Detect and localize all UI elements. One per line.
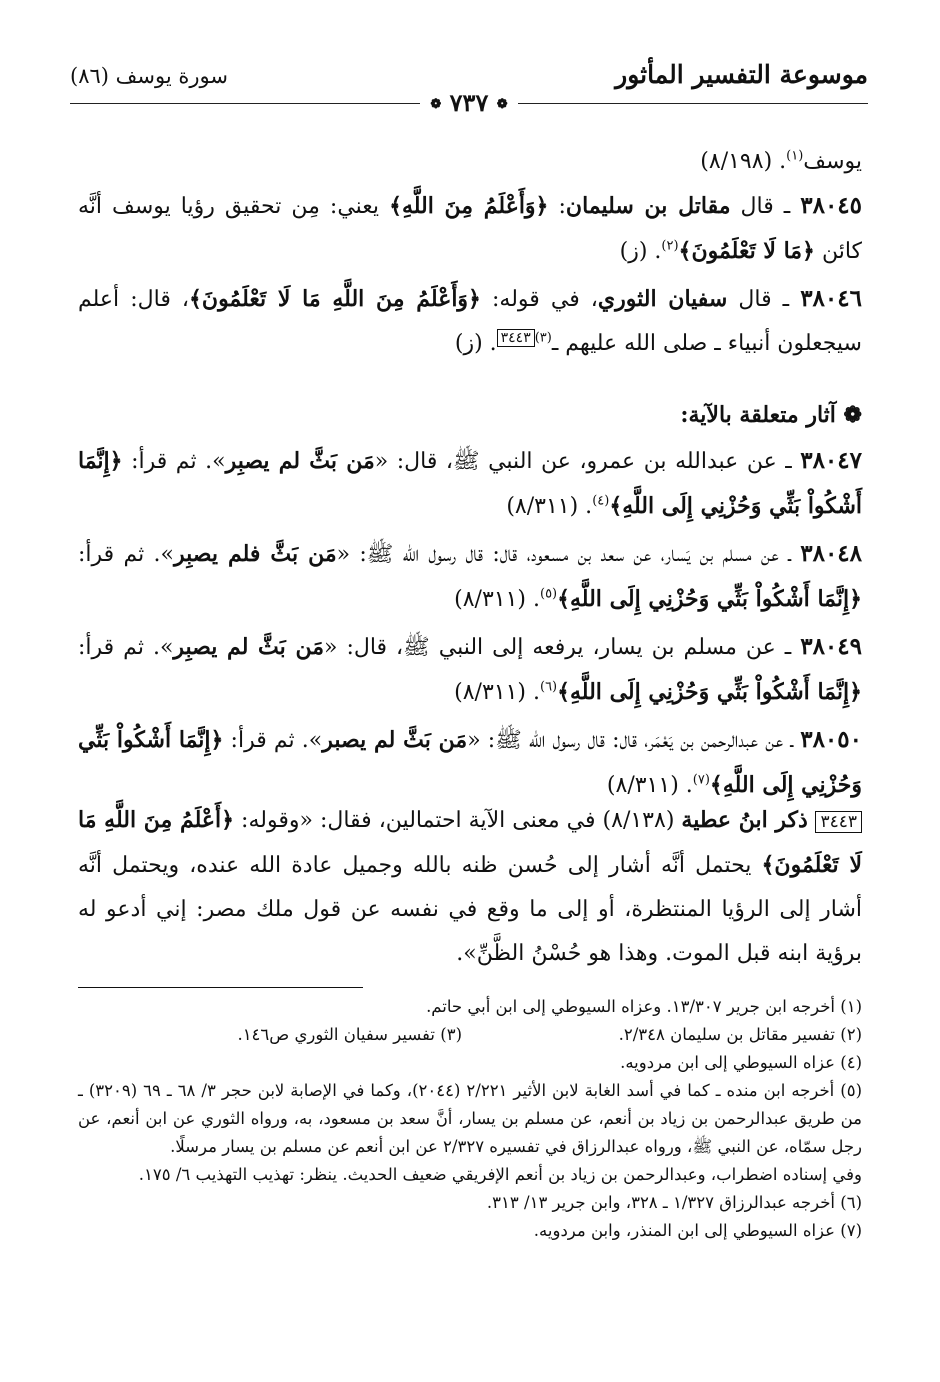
footnote: (٥) أخرجه ابن منده ـ كما في أسد الغابة لابن الأثير ٢/٢٢١ (٢٠٤٤)، وكما في الإصابة لابن حجر ٣/ ٦٨ ـ ٦٩ (٣٢٠٩) ـ من طريق عبدالرحمن بن زياد بن أنعم، عن مسلم بن يسار، أنَّ سعد بن مسعود، به، ورواه الثوري عن ابن أنعم، عن رجل سمّاه، عن النبي ﷺ، ورواه عبدالرزاق في تفسيره ٢/٣٢٧ عن ابن أنعم عن مسلم بن يسار مرسلًا. (78, 1081, 863, 1156)
entry-number: ٣٨٠٤٨ (800, 540, 863, 567)
athar-entry: ٣٨٠٤٦ ـ قال سفيان الثوري، في قوله: ﴿وَأَعْلَمُ مِنَ اللَّهِ مَا لَا تَعْلَمُونَ﴾، قال: أعلم سيجعلون أنبياء ـ صلى الله عليهم ـ$^{(٣)}$٣٤٤٣. (ز) (78, 285, 862, 356)
quran-quote: ﴿مَا لَا تَعْلَمُونَ﴾ (678, 238, 815, 264)
entry-number: ٣٨٠٤٧ (800, 447, 862, 474)
surah-name: سورة يوسف (٨٦) (70, 64, 228, 88)
footnote: (٤) عزاه السيوطي إلى ابن مردويه. (620, 1053, 862, 1072)
footnote: (٧) عزاه السيوطي إلى ابن المنذر، وابن مردويه. (533, 1221, 862, 1240)
quran-quote: ﴿إِنَّمَا أَشْكُواْ بَثِّي وَحُزْنِي إِلَى اللَّهِ﴾ (78, 727, 862, 798)
hadith-text: مَن بَثَّ لم يصبر (322, 727, 468, 753)
section-heading: ❁ آثار متعلقة بالآية: (680, 402, 862, 428)
footnote-ref: (٧) (692, 772, 710, 788)
quran-quote: ﴿وَأَعْلَمُ مِنَ اللَّهِ﴾ (389, 193, 549, 219)
footnote-separator (78, 987, 363, 988)
page-header (70, 56, 868, 116)
quran-quote: ﴿إِنَّمَا أَشْكُواْ بَثِّي وَحُزْنِي إِلَى اللَّهِ﴾ (557, 679, 862, 705)
page-number-wrap (70, 88, 868, 117)
narrator-name: مقاتل بن سليمان (565, 193, 731, 219)
footnote: وفي إسناده اضطراب، وعبدالرحمن بن زياد بن أنعم الإفريقي ضعيف الحديث. ينظر: تهذيب التهذيب ٦/ ١٧٥. (138, 1165, 862, 1184)
entry-number: ٣٨٠٥٠ (800, 726, 862, 753)
main-text (78, 140, 862, 811)
athar-entry: ٣٨٠٥٠ ـ عن عبدالرحمن بن يَعْمَر، قال: قال رسول الله ﷺ: «مَن بَثَّ لم يصبر». ثم قرأ: ﴿إِنَّمَا أَشْكُواْ بَثِّي وَحُزْنِي إِلَى اللَّهِ﴾$^{(٧)}$. (٨/٣١١) (78, 726, 862, 798)
page-number-box (420, 88, 517, 117)
athar-entry: ٣٨٠٤٩ ـ عن مسلم بن يسار، يرفعه إلى النبي ﷺ، قال: «مَن بَثَّ لم يصبِر». ثم قرأ: ﴿إِنَّمَا أَشْكُواْ بَثِّي وَحُزْنِي إِلَى اللَّهِ﴾$^{(٦)}$. (٨/٣١١) (78, 633, 862, 705)
commentary-number-box: ٣٤٤٣ (815, 811, 862, 833)
ornament-left-icon: ❁ (430, 97, 442, 112)
footnote: (١) أخرجه ابن جرير ١٣/٣٠٧. وعزاه السيوطي إلى ابن أبي حاتم. (426, 997, 862, 1016)
entry-number: ٣٨٠٤٦ (800, 285, 862, 312)
book-title: موسوعة التفسير المأثور (615, 60, 868, 89)
commentator-name: ذكر ابنُ عطية (681, 807, 816, 833)
hadith-text: مَن بَثَّ فلم يصبِر (174, 541, 337, 567)
entry-number: ٣٨٠٤٩ (800, 633, 862, 660)
hadith-text: مَن بَثَّ لم يصبِر (173, 634, 324, 660)
commentary-block: ٣٤٤٣ ذكر ابنُ عطية (٨/١٣٨) في معنى الآية احتمالين، فقال: «وقوله: ﴿أَعْلَمُ مِنَ اللَّهِ مَا لَا تَعْلَمُونَ﴾ يحتمل أنَّه أشار إلى حُسن ظنه بالله وجميل عادة الله عنده، ويحتمل أنَّه أشار إلى الرؤيا المنتظرة، أو إلى ما وقع في نفسه عن قول ملك مصر: إني أدعو له برؤية ابنه قبل الموت. وهذا هو حُسْنُ الظَّنِّ». (78, 807, 863, 966)
quran-quote: ﴿وَأَعْلَمُ مِنَ اللَّهِ مَا لَا تَعْلَمُونَ﴾ (189, 286, 481, 312)
footnote: (٦) أخرجه عبدالرزاق ١/٣٢٧ ـ ٣٢٨، وابن جرير ١٣/ ٣١٣. (486, 1193, 862, 1212)
athar-entry: ٣٨٠٤٧ ـ عن عبدالله بن عمرو، عن النبي ﷺ، قال: «مَن بَثَّ لم يصبِر». ثم قرأ: ﴿إِنَّمَا أَشْكُواْ بَثِّي وَحُزْنِي إِلَى اللَّهِ﴾$^{(٤)}$. (٨/٣١١) (78, 447, 862, 519)
footnote-ref: (٦) (539, 679, 558, 695)
footnotes (78, 993, 862, 1245)
footnote-pair (78, 1021, 862, 1049)
footnote-ref: (٢) (661, 238, 679, 254)
continuation-paragraph: يوسف$^{(١)}$. (٨/١٩٨) (700, 148, 862, 174)
hadith-text: مَن بَثَّ لم يصبِر (225, 448, 375, 474)
narrator-name: سفيان الثوري (597, 286, 728, 312)
quran-quote: ﴿إِنَّمَا أَشْكُواْ بَثِّي وَحُزْنِي إِلَى اللَّهِ﴾ (557, 586, 862, 612)
ornament-right-icon: ❁ (496, 97, 508, 112)
athar-entry: ٣٨٠٤٥ ـ قال مقاتل بن سليمان: ﴿وَأَعْلَمُ مِنَ اللَّهِ﴾ يعني: مِن تحقيق رؤيا يوسف أنَّه كائن ﴿مَا لَا تَعْلَمُونَ﴾$^{(٢)}$. (ز) (78, 192, 863, 264)
page-number: ٧٣٧ (449, 88, 489, 117)
commentary-ref-box: ٣٤٤٣ (497, 329, 535, 347)
footnote-ref: (٥) (539, 586, 558, 602)
quran-quote: ﴿إِنَّمَا أَشْكُواْ بَثِّي وَحُزْنِي إِلَى اللَّهِ﴾ (78, 448, 862, 519)
entry-number: ٣٨٠٤٥ (800, 192, 863, 219)
footnote-ref: (٤) (592, 493, 610, 509)
athar-entry: ٣٨٠٤٨ ـ عن مسلم بن يَسار، عن سعد بن مسعود، قال: قال رسول الله ﷺ: «مَن بَثَّ فلم يصبِر». ثم قرأ: ﴿إِنَّمَا أَشْكُواْ بَثِّي وَحُزْنِي إِلَى اللَّهِ﴾$^{(٥)}$. (٨/٣١١) (78, 540, 863, 612)
footnote: (٢) تفسير مقاتل بن سليمان ٢/٣٤٨. (618, 1025, 862, 1044)
footnote: (٣) تفسير سفيان الثوري ص١٤٦. (237, 1025, 462, 1044)
footnote-ref: (٣) (534, 330, 552, 346)
quran-quote: ﴿أَعْلَمُ مِنَ اللَّهِ مَا لَا تَعْلَمُونَ﴾ (78, 807, 863, 878)
